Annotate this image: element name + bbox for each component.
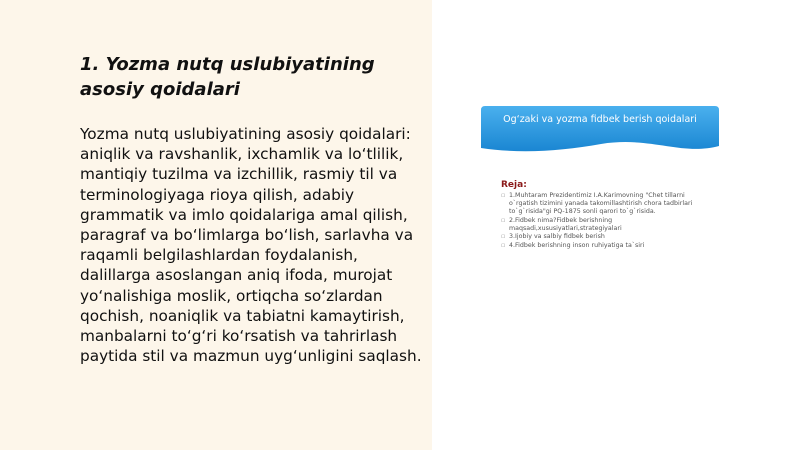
list-item-text: 1.Muhtaram Prezidentimiz I.A.Karimovning "Chet tillarni o`rgatish tizimini yanada takomillashtirish chora tadbirlari to`g`risida"gi PQ-1875 sonli qarori to`g`risida.: [509, 192, 693, 215]
slide-thumbnail-image: [481, 106, 719, 276]
thumbnail-title: Og‘zaki va yozma fidbek berish qoidalari: [503, 114, 697, 125]
list-item-text: 2.Fidbek nima?Fidbek berishning maqsadi,xususiyatlari,strategiyalari: [509, 216, 622, 232]
list-item: ▫ 2.Fidbek nima?Fidbek berishning maqsadi,xususiyatlari,strategiyalari: [501, 216, 622, 232]
list-item-text: 3.Ijobiy va salbiy fidbek berish: [509, 233, 605, 240]
slide-title: 1. Yozma nutq uslubiyatining asosiy qoidalari: [80, 54, 375, 100]
thumbnail-plan-list: [501, 192, 701, 250]
list-item: ▫ 3.Ijobiy va salbiy fidbek berish: [501, 233, 605, 240]
slide-body-text: Yozma nutq uslubiyatining asosiy qoidalari: aniqlik va ravshanlik, ixchamlik va lo‘tlilik, mantiqiy tuzilma va izchillik, rasmiy til va terminologiyaga rioya qilish, adabiy grammatik va imlo qoidalariga amal qilish, paragraf va bo‘limlarga bo‘lish, sarlavha va raqamli belgilashlardan foydalanish, dalillarga asoslangan aniq ifoda, murojat yo‘nalishiga moslik, ortiqcha so‘zlardan qochish, noaniqlik va tabiatni kamaytirish, manbalarni to‘g‘ri ko‘rsatish va tahrirlash paytida stil va mazmun uyg‘unligini saqlash.: [80, 125, 422, 366]
thumbnail-header-banner: [481, 106, 719, 156]
thumbnail-plan-heading: Reja:: [501, 180, 527, 190]
list-item-text: 4.Fidbek berishning inson ruhiyatiga ta`siri: [509, 241, 645, 249]
list-item: ▫ 4.Fidbek berishning inson ruhiyatiga ta`siri: [501, 241, 645, 249]
list-item: ▫ 1.Muhtaram Prezidentimiz I.A.Karimovning "Chet tillarni o`rgatish tizimini yanada takomillashtirish chora tadbirlari to`g`risida"gi PQ-1875 sonli qarori to`g`risida.: [501, 192, 693, 215]
